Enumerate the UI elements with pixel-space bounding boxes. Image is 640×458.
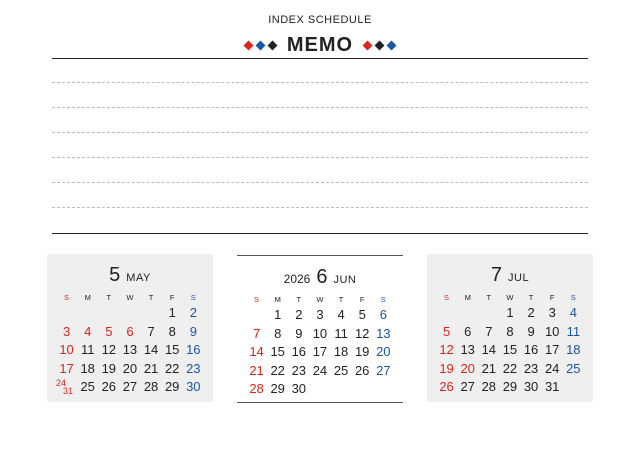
day-cell: 18 (566, 342, 581, 357)
day-cell: 5 (105, 323, 113, 339)
day-cell: 1 (506, 305, 514, 320)
day-cell: 9 (295, 325, 303, 341)
day-cell: 1 (274, 307, 282, 322)
day-cell: 29 (502, 379, 518, 394)
day-cell: 10 (59, 342, 74, 357)
day-number: 31 (63, 386, 74, 396)
day-cell: 22 (502, 360, 518, 376)
day-cell: 9 (189, 323, 197, 339)
calendar-may (47, 254, 213, 402)
week-row (246, 343, 394, 362)
day-cell: 15 (502, 342, 518, 357)
weekday-label: F (169, 293, 175, 302)
day-cell: 14 (143, 342, 159, 357)
day-cell (352, 380, 373, 399)
day-number: 24 (56, 378, 67, 388)
day-cell: 2 (295, 307, 303, 322)
day-cell: 22 (164, 360, 180, 376)
week-row (246, 362, 394, 381)
day-cell (331, 380, 352, 399)
day-cell: 30 (523, 379, 539, 394)
day-cell: 2 (527, 305, 535, 320)
stacked-dates (56, 378, 77, 397)
day-cell (141, 304, 162, 323)
day-cell: 10 (544, 323, 560, 339)
day-cell (309, 380, 330, 399)
day-cell: 24 (544, 360, 560, 376)
day-cell: 20 (376, 344, 391, 359)
day-cell (478, 304, 499, 323)
day-cell: 19 (101, 360, 117, 376)
weekday-header (436, 292, 584, 304)
diamond-icon (244, 41, 254, 51)
day-cell: 27 (460, 379, 475, 394)
weekday-label: T (296, 295, 302, 304)
memo-bottom-rule (52, 233, 588, 234)
memo-title: MEMO (286, 34, 354, 56)
day-grid (246, 294, 394, 399)
day-cell: 3 (316, 307, 324, 322)
day-cell: 23 (523, 360, 539, 376)
day-cell: 1 (168, 305, 176, 320)
week-row (56, 378, 204, 397)
day-cell (56, 304, 77, 323)
week-row (246, 306, 394, 325)
diamond-icon (268, 41, 278, 51)
weekday-label: S (570, 293, 576, 302)
day-cell: 11 (80, 342, 95, 357)
day-cell: 23 (291, 362, 307, 378)
day-cell: 28 (143, 379, 159, 394)
day-cell: 12 (439, 342, 454, 357)
day-cell: 5 (442, 323, 451, 339)
week-row (56, 323, 204, 342)
weekday-label: F (549, 293, 555, 302)
day-cell (373, 380, 394, 399)
day-cell: 7 (147, 323, 155, 339)
day-cell: 12 (354, 325, 370, 341)
day-cell: 8 (274, 325, 282, 341)
day-cell: 30 (291, 381, 307, 396)
memo-line (52, 107, 588, 108)
month-number: 5 (109, 264, 121, 286)
day-cell: 10 (312, 325, 328, 341)
month-name: JUN (333, 274, 357, 286)
year-label: 2026 (283, 272, 311, 286)
week-row (56, 360, 204, 379)
day-cell: 26 (101, 379, 117, 394)
day-cell: 4 (84, 323, 92, 339)
day-cell: 29 (270, 381, 285, 396)
day-cell: 5 (358, 307, 366, 322)
day-cell: 20 (460, 360, 475, 376)
memo-heading (0, 34, 640, 57)
day-cell: 6 (464, 323, 472, 339)
day-grid (56, 292, 204, 397)
day-cell: 20 (122, 360, 138, 376)
weekday-label: S (190, 293, 196, 302)
week-row (246, 325, 394, 344)
month-name: MAY (126, 272, 151, 284)
diamond-icon (374, 41, 384, 51)
weekday-label: T (106, 293, 112, 302)
month-header (427, 264, 593, 287)
day-cell (119, 304, 140, 323)
day-cell: 16 (523, 342, 539, 357)
day-cell: 13 (460, 342, 475, 357)
weekday-label: M (84, 293, 91, 302)
day-cell: 28 (481, 379, 497, 394)
day-cell: 3 (548, 305, 556, 320)
day-cell: 6 (379, 307, 387, 322)
memo-line (52, 157, 588, 158)
day-cell: 12 (101, 342, 117, 357)
weekday-label: S (380, 295, 386, 304)
day-cell: 9 (527, 323, 535, 339)
day-cell (436, 304, 457, 323)
week-row (436, 378, 584, 397)
day-cell: 21 (249, 362, 264, 378)
weekday-label: T (528, 293, 534, 302)
day-cell: 28 (249, 381, 264, 396)
day-cell: 18 (333, 344, 349, 359)
day-cell (457, 304, 478, 323)
day-cell: 21 (481, 360, 497, 376)
diamond-icon (256, 41, 266, 51)
day-cell: 2 (189, 305, 197, 320)
day-cell: 13 (376, 325, 391, 341)
weekday-label: T (148, 293, 154, 302)
day-cell: 15 (270, 344, 285, 359)
schedule-title: INDEX SCHEDULE (268, 14, 372, 26)
day-cell: 26 (439, 379, 454, 394)
month-name: JUL (508, 272, 530, 284)
month-number: 6 (316, 266, 328, 288)
week-row (436, 360, 584, 379)
day-cell: 25 (566, 360, 581, 376)
week-row (436, 341, 584, 360)
day-cell: 3 (62, 323, 71, 339)
day-cell: 18 (80, 360, 95, 376)
day-cell: 14 (481, 342, 497, 357)
weekday-label: W (316, 295, 324, 304)
diamond-icon (386, 41, 396, 51)
day-cell: 27 (376, 362, 391, 378)
calendar-june (237, 255, 403, 403)
day-cell: 21 (143, 360, 159, 376)
day-cell: 25 (333, 362, 349, 378)
weekday-label: M (464, 293, 471, 302)
day-cell: 8 (168, 323, 176, 339)
day-cell: 26 (354, 362, 370, 378)
day-grid (436, 292, 584, 397)
day-cell: 14 (249, 344, 264, 359)
month-number: 7 (490, 264, 503, 286)
day-cell: 30 (186, 379, 201, 394)
weekday-label: W (506, 293, 514, 302)
diamond-icon (362, 41, 372, 51)
day-cell (77, 304, 98, 323)
day-cell: 11 (566, 323, 581, 339)
day-cell: 27 (122, 379, 138, 394)
weekday-label: S (444, 293, 450, 302)
day-cell: 11 (334, 325, 348, 341)
weekday-label: W (126, 293, 134, 302)
month-header (237, 266, 403, 289)
day-cell: 16 (186, 342, 201, 357)
memo-line (52, 182, 588, 183)
day-cell (98, 304, 119, 323)
day-cell (56, 378, 77, 397)
week-row (436, 323, 584, 342)
day-cell: 17 (544, 342, 560, 357)
day-cell: 22 (270, 362, 285, 378)
weekday-label: M (274, 295, 281, 304)
day-cell: 4 (569, 305, 577, 320)
day-cell: 7 (485, 323, 493, 339)
day-cell: 24 (312, 362, 328, 378)
weekday-header (56, 292, 204, 304)
week-row (246, 380, 394, 399)
day-cell: 19 (439, 360, 454, 376)
day-cell: 6 (126, 323, 134, 339)
day-cell: 17 (312, 344, 328, 359)
day-cell: 4 (337, 307, 345, 322)
weekday-header (246, 294, 394, 306)
day-cell: 17 (59, 360, 74, 376)
week-row (56, 304, 204, 323)
day-cell: 31 (544, 379, 560, 394)
day-cell: 29 (164, 379, 180, 394)
memo-line (52, 82, 588, 83)
day-cell (563, 378, 584, 397)
day-cell: 25 (80, 379, 95, 394)
day-cell: 13 (122, 342, 138, 357)
day-cell: 19 (354, 344, 370, 359)
month-header (47, 264, 213, 287)
day-cell: 7 (252, 325, 261, 341)
memo-line (52, 132, 588, 133)
day-cell: 16 (291, 344, 307, 359)
weekday-label: S (64, 293, 70, 302)
weekday-label: F (359, 295, 365, 304)
day-cell (246, 306, 267, 325)
memo-lines[interactable] (52, 58, 588, 233)
week-row (56, 341, 204, 360)
day-cell: 15 (164, 342, 180, 357)
weekday-label: T (338, 295, 344, 304)
day-cell: 8 (506, 323, 514, 339)
weekday-label: S (254, 295, 260, 304)
memo-line (52, 207, 588, 208)
day-cell: 23 (186, 360, 201, 376)
calendar-july (427, 254, 593, 402)
weekday-label: T (486, 293, 492, 302)
week-row (436, 304, 584, 323)
